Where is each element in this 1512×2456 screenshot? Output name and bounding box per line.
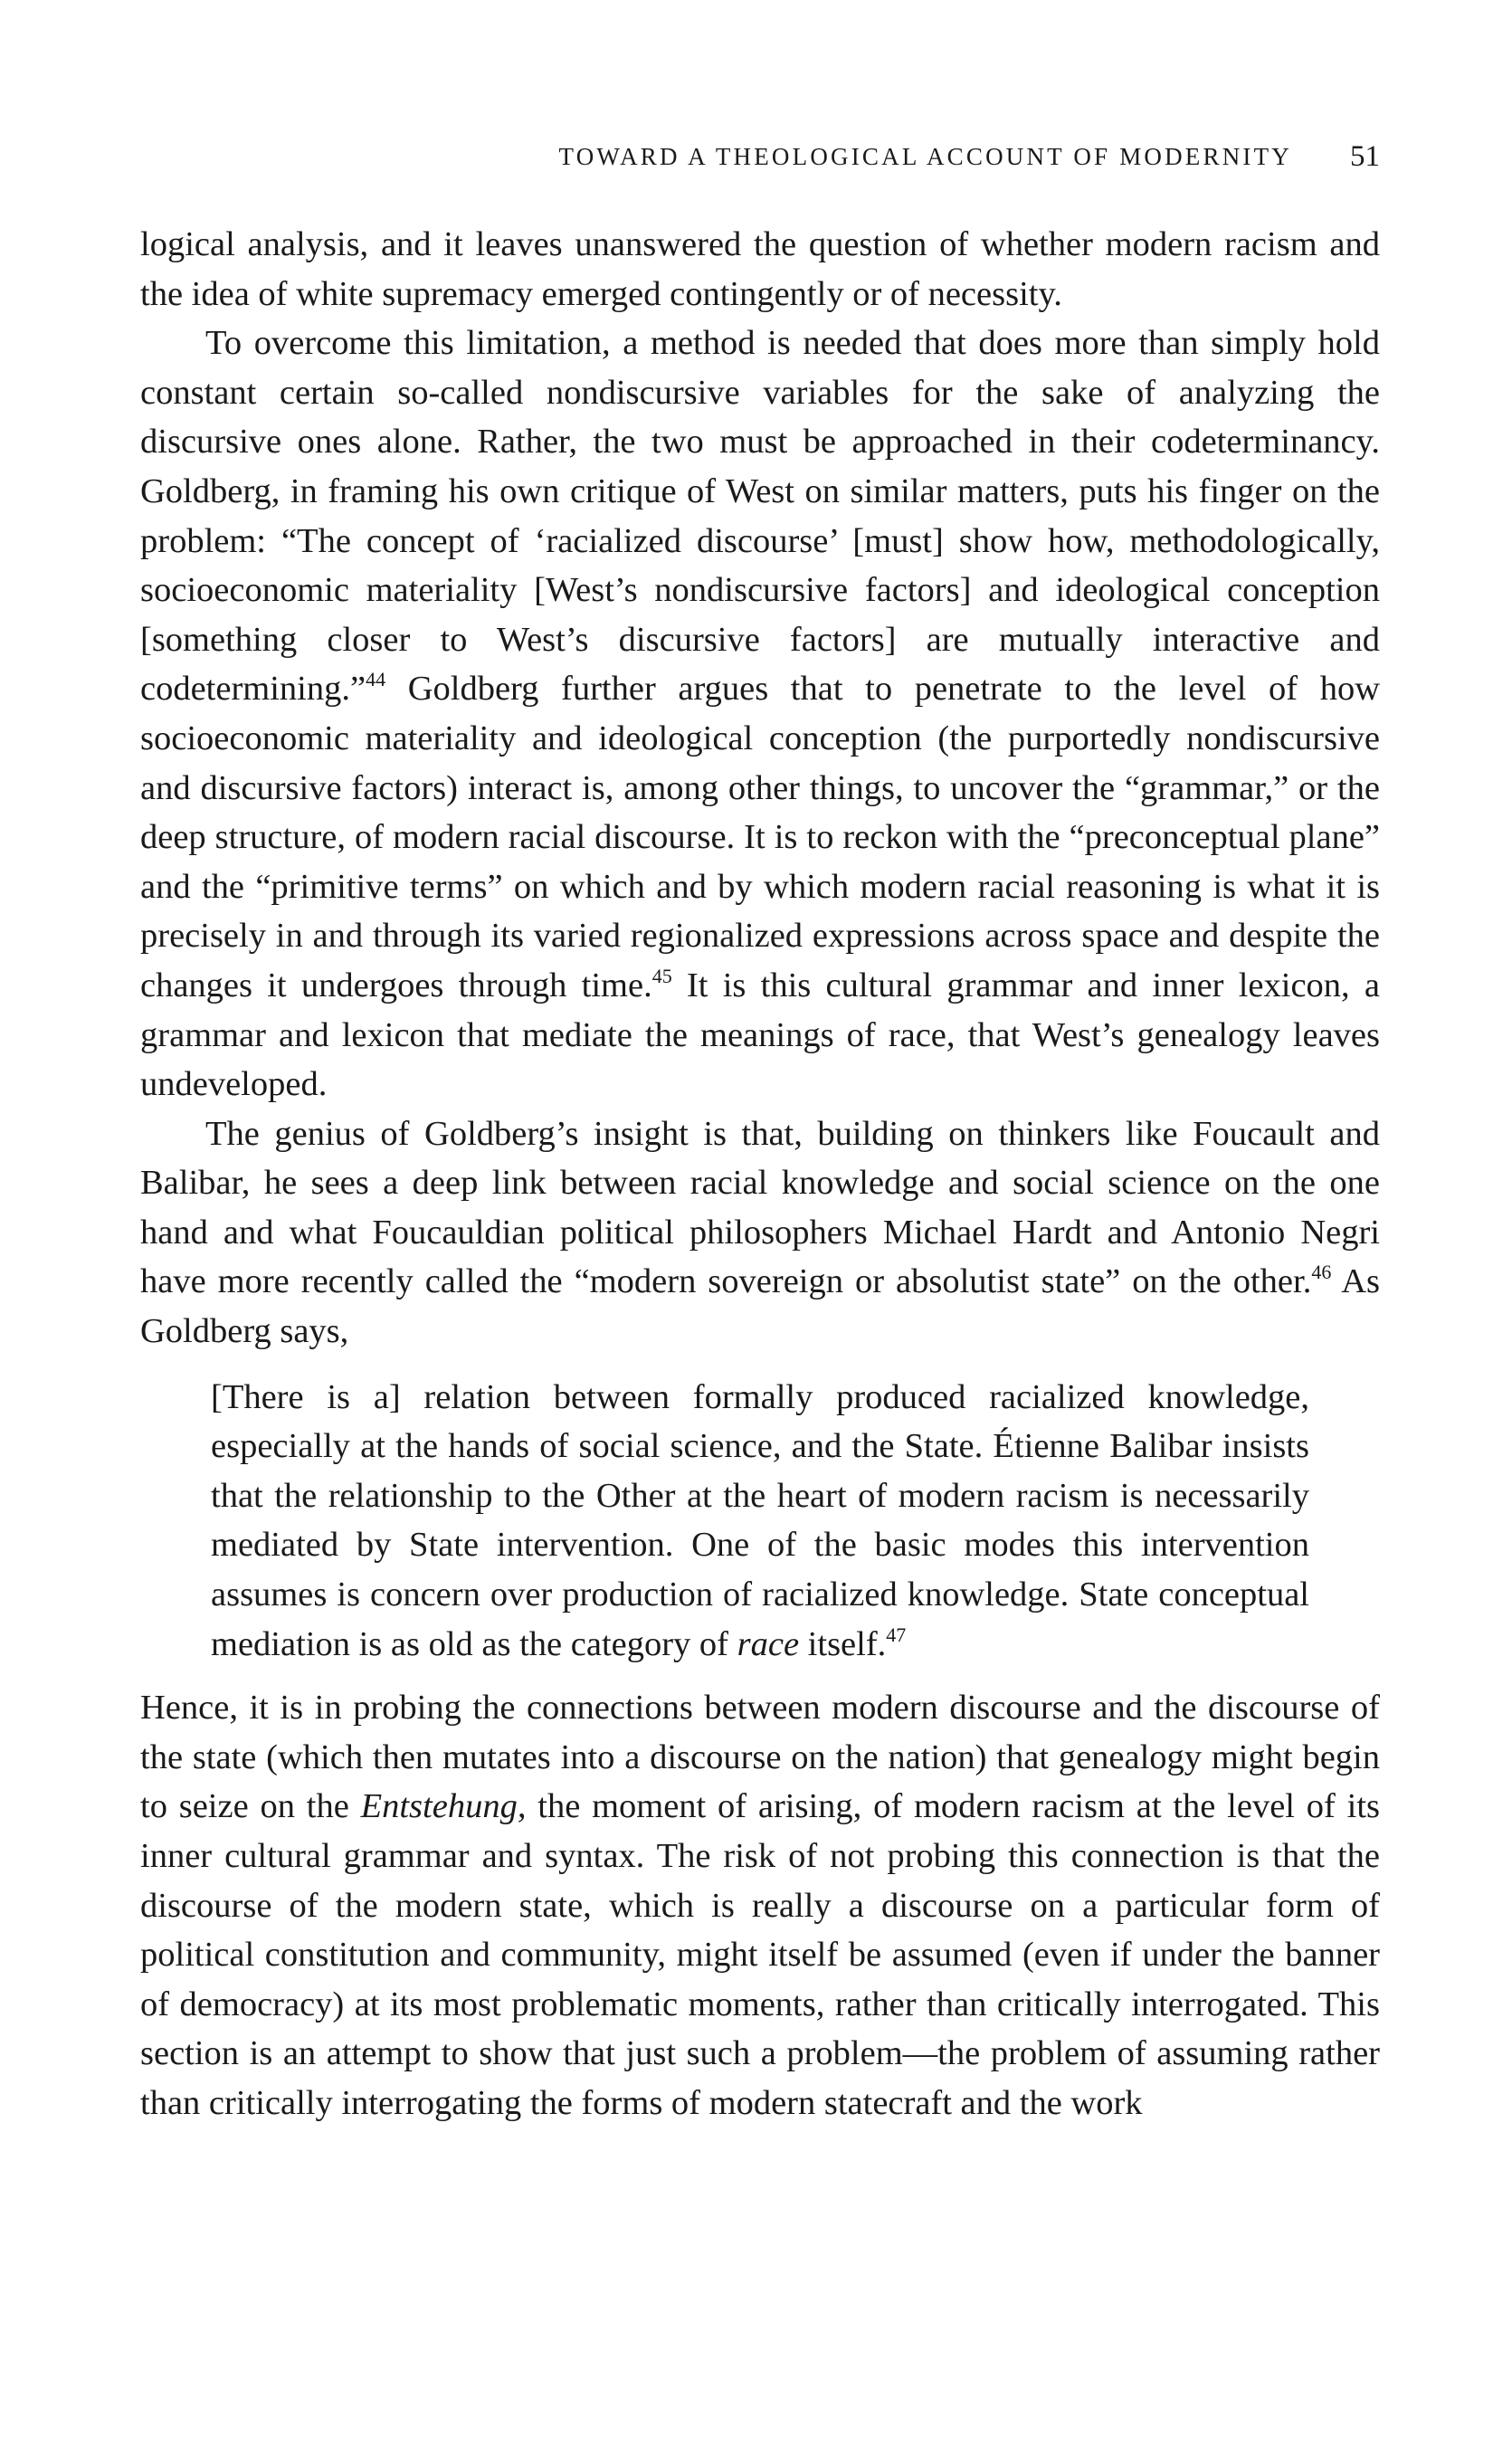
quote-text: itself.: [799, 1624, 887, 1663]
footnote-ref-45: 45: [651, 964, 672, 987]
running-head: [140, 140, 1380, 179]
paragraph-continued: [140, 220, 1380, 319]
paragraph-text: It is this cultural grammar and inner lexicon, a grammar and lexicon that mediate the meanings of race, that West’s genealogy leaves undeveloped.: [140, 966, 1380, 1104]
footnote-ref-44: 44: [366, 668, 386, 691]
running-head-title: TOWARD A THEOLOGICAL ACCOUNT OF MODERNITY: [558, 143, 1292, 170]
paragraph-emphasis: Entstehung,: [360, 1787, 527, 1826]
quote-text: [There is a] relation between formally produced racialized knowledge, especially at the hands of social science, and the State. Étienne Balibar insists that the relationship to the Other at the heart of modern racism is necessarily mediated by State intervention. One of the basic modes this intervention assumes is concern over production of racialized knowledge. State conceptual mediation is as old as the category of: [211, 1377, 1309, 1663]
paragraph-text: logical analysis, and it leaves unanswered the question of whether modern racism and the idea of white supremacy emerged contingently or of necessity.: [140, 225, 1380, 313]
page-number: 51: [1350, 140, 1380, 173]
paragraph-text: Hence, it is in probing the connections between modern discourse and the discourse of the state (which then mutates into a discourse on the nation) that genealogy might begin to seize on the: [140, 1689, 1380, 1826]
quote-emphasis: race: [737, 1624, 800, 1663]
block-quote: [211, 1373, 1309, 1670]
paragraph-text: the moment of arising, of modern racism at the level of its inner cultural grammar and syntax. The risk of not probing this connection is that the discourse of the modern state, which is really a discourse on a particular form of political constitution and community, might itself be assumed (even if under the banner of democracy) at its most problematic moments, rather than critically interrogated. This section is an attempt to show that just such a problem—the problem of assuming rather than critically interrogating the forms of modern statecraft and the work: [140, 1787, 1380, 2122]
paragraph-text: As Goldberg says,: [140, 1262, 1380, 1351]
paragraph-text: To overcome this limitation, a method is needed that does more than simply hold constant certain so-called nondiscursive variables for the sake of analyzing the discursive ones alone. Rather, the two must be approached in their codeterminancy. Goldberg, in framing his own critique of West on similar matters, puts his finger on the problem: “The concept of ‘racialized discourse’ [must] show how, methodologically, socioeconomic materiality [West’s nondiscursive factors] and ideological conception [something closer to West’s discursive factors] are mutually interactive and codetermining.”: [140, 324, 1380, 709]
footnote-ref-46: 46: [1311, 1261, 1332, 1284]
footnote-ref-47: 47: [886, 1623, 907, 1646]
paragraph-text: Goldberg further argues that to penetrate to the level of how socioeconomic materiality and ideological conception (the purportedly nondiscursive and discursive factors) interact is, among other things, to uncover the “grammar,” or the deep structure, of modern racial discourse. It is to reckon with the “preconceptual plane” and the “primitive terms” on which and by which modern racial reasoning is what it is precisely in and through its varied regionalized expressions across space and despite the changes it undergoes through time.: [140, 670, 1380, 1004]
paragraph-goldberg-insight: [140, 1109, 1380, 1357]
paragraph-method: [140, 319, 1380, 1109]
body-text: [140, 220, 1380, 2128]
paragraph-hence: [140, 1683, 1380, 2128]
paragraph-text: The genius of Goldberg’s insight is that, building on thinkers like Foucault and Balibar, he sees a deep link between racial knowledge and social science on the one hand and what Foucauldian political philosophers Michael Hardt and Antonio Negri have more recently called the “modern sovereign or absolutist state” on the other.: [140, 1114, 1380, 1301]
